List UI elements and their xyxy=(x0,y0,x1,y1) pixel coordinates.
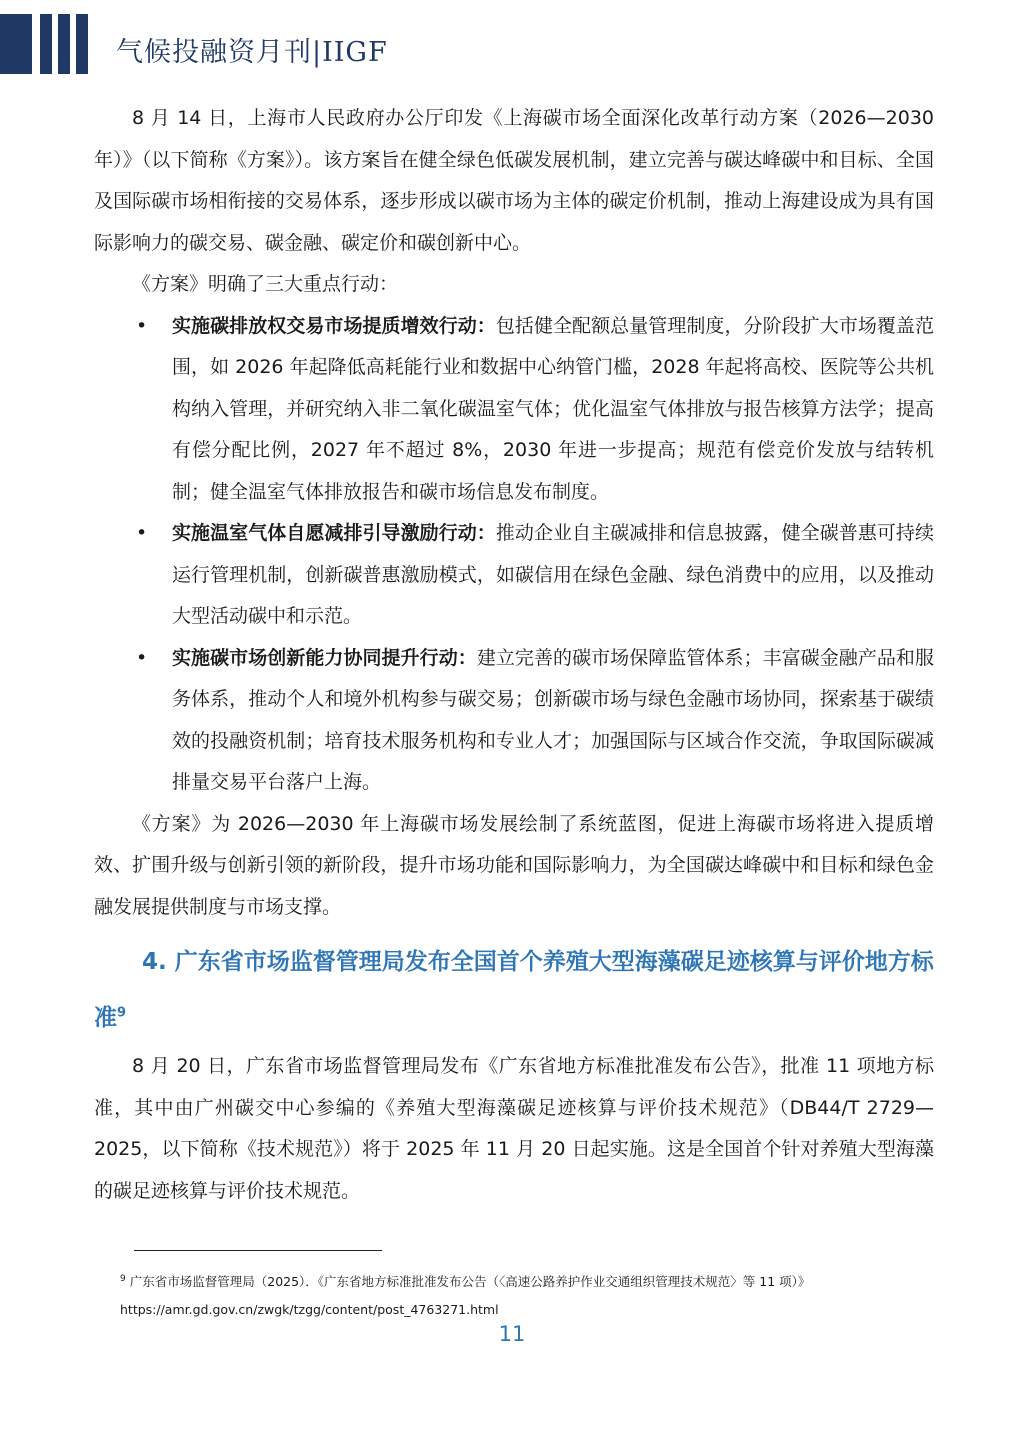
paragraph-plan-summary: 《方案》为 2026—2030 年上海碳市场发展绘制了系统蓝图，促进上海碳市场将进入提质增效、扩围升级与创新引领的新阶段，提升市场功能和国际影响力，为全国碳达峰碳中和目标和绿色金融发展提供制度与市场支撑。 xyxy=(94,812,934,918)
bullet-icon: • xyxy=(136,646,148,669)
header-bar-stripe xyxy=(76,14,88,74)
bullet-icon: • xyxy=(136,522,148,544)
bullet-icon: • xyxy=(136,314,148,337)
footnote-number: 9 xyxy=(120,1273,126,1284)
footnote-divider xyxy=(134,1250,382,1251)
list-item xyxy=(94,306,934,514)
list-item-title: 实施温室气体自愿减排引导激励行动： xyxy=(172,522,496,544)
header-title: 气候投融资月刊|IIGF xyxy=(116,37,388,68)
list-item-title: 实施碳市场创新能力协同提升行动： xyxy=(172,646,477,669)
header-bar-block xyxy=(0,14,32,74)
list-item xyxy=(94,513,934,638)
header-bar-stripe xyxy=(40,14,52,74)
paragraph-three-actions-intro: 《方案》明确了三大重点行动： xyxy=(132,273,399,295)
page-number: 11 xyxy=(498,1322,526,1346)
footnote-line xyxy=(120,1268,930,1296)
paragraph-shanghai-plan: 8 月 14 日，上海市人民政府办公厅印发《上海碳市场全面深化改革行动方案（2026—2030 年）》（以下简称《方案》）。该方案旨在健全绿色低碳发展机制，建立完善与碳达峰碳中和目标、全国及国际碳市场相衔接的交易体系，逐步形成以碳市场为主体的碳定价机制，推动上海建设成为具有国际影响力的碳交易、碳金融、碳定价和碳创新中心。 xyxy=(94,107,934,254)
header-bar-stripe xyxy=(58,14,70,74)
action-list xyxy=(94,306,934,804)
list-item xyxy=(94,638,934,804)
paragraph-guangdong-standard: 8 月 20 日，广东省市场监督管理局发布《广东省地方标准批准发布公告》，批准 11 项地方标准，其中由广州碳交中心参编的《养殖大型海藻碳足迹核算与评价技术规范》（DB44/T 2729—2025，以下简称《技术规范》）将于 2025 年 11 月 20 日起实施。这是全国首个针对养殖大型海藻的碳足迹核算与评价技术规范。 xyxy=(94,1055,934,1202)
article-body xyxy=(94,98,934,1212)
footnote-ref[interactable]: 9 xyxy=(117,1005,127,1021)
section-heading-text: 4. 广东省市场监督管理局发布全国首个养殖大型海藻碳足迹核算与评价地方标准 xyxy=(94,949,934,1031)
list-item-title: 实施碳排放权交易市场提质增效行动： xyxy=(172,314,496,337)
footnote xyxy=(120,1268,930,1324)
footnote-url[interactable]: https://amr.gd.gov.cn/zwgk/tzgg/content/post_4763271.html xyxy=(120,1302,499,1317)
list-item-text: 包括健全配额总量管理制度，分阶段扩大市场覆盖范围，如 2026 年起降低高耗能行业和数据中心纳管门槛，2028 年起将高校、医院等公共机构纳入管理，并研究纳入非二氧化碳温室气体；优化温室气体排放与报告核算方法学；提高有偿分配比例，2027 年不超过 8%，2030 年进一步提高；规范有偿竞价发放与结转机制；健全温室气体排放报告和碳市场信息发布制度。 xyxy=(172,314,934,503)
section-heading xyxy=(94,934,934,1046)
footnote-text: 广东省市场监督管理局（2025）．《广东省地方标准批准发布公告（〈高速公路养护作业交通组织管理技术规范〉等 11 项）》 xyxy=(129,1274,811,1289)
list-item-text: 建立完善的碳市场保障监管体系；丰富碳金融产品和服务体系，推动个人和境外机构参与碳交易；创新碳市场与绿色金融市场协同，探索基于碳绩效的投融资机制；培育技术服务机构和专业人才；加强国际与区域合作交流，争取国际碳减排量交易平台落户上海。 xyxy=(172,646,934,793)
list-item-text: 推动企业自主碳减排和信息披露，健全碳普惠可持续运行管理机制，创新碳普惠激励模式，如碳信用在绿色金融、绿色消费中的应用，以及推动大型活动碳中和示范。 xyxy=(172,522,934,627)
